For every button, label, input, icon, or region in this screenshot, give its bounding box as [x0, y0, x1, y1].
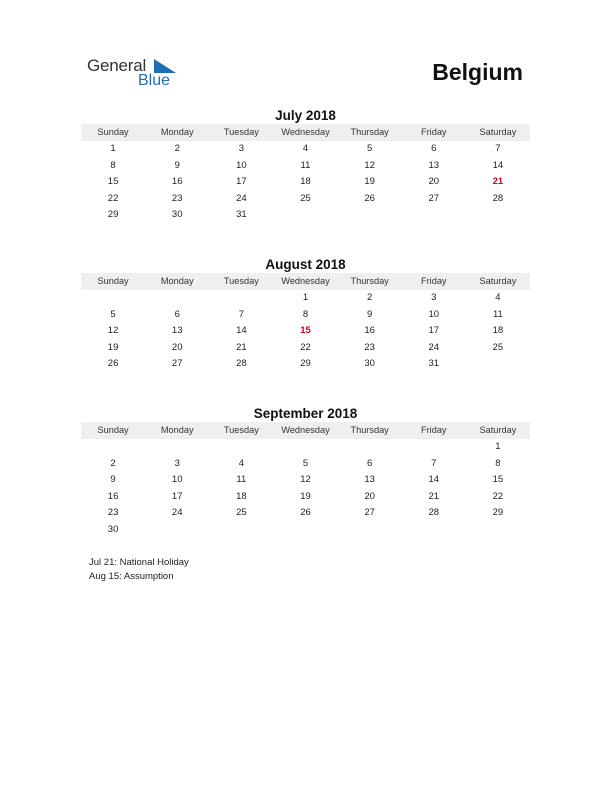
day-cell: 28 — [236, 358, 247, 370]
weekday-label: Sunday — [97, 276, 129, 286]
day-cell: 21 — [236, 341, 247, 353]
day-cell: 30 — [171, 209, 183, 221]
day-cell — [402, 522, 466, 539]
day-cell: 13 — [428, 159, 440, 171]
day-cell: 14 — [428, 474, 440, 486]
week-row — [81, 207, 530, 224]
weekday-label: Monday — [160, 276, 194, 286]
week-row — [81, 439, 530, 456]
day-cell: 29 — [107, 209, 119, 221]
day-cell — [273, 439, 337, 456]
weekday-label: Sunday — [97, 127, 129, 137]
day-cell: 12 — [300, 474, 311, 486]
holiday-day-cell: 15 — [300, 325, 311, 337]
week-row — [81, 323, 530, 340]
day-cell: 10 — [428, 308, 440, 320]
day-cell: 5 — [366, 143, 373, 154]
day-cell — [338, 207, 402, 224]
day-cell: 5 — [110, 308, 116, 320]
day-cell: 13 — [364, 474, 375, 486]
day-cell: 7 — [495, 143, 501, 154]
day-cell: 3 — [238, 143, 244, 154]
weekday-label: Monday — [160, 425, 194, 435]
week-row — [81, 340, 530, 357]
week-row — [81, 158, 530, 175]
day-cell: 19 — [300, 490, 311, 502]
week-row — [81, 290, 530, 307]
weekday-label: Friday — [421, 425, 447, 435]
day-cell — [466, 522, 530, 539]
day-cell: 9 — [174, 159, 180, 171]
day-cell: 14 — [236, 325, 247, 337]
day-cell: 26 — [300, 507, 311, 519]
day-cell: 15 — [107, 176, 119, 188]
weekday-label: Tuesday — [223, 276, 259, 286]
month-block — [81, 256, 530, 373]
week-row — [81, 505, 530, 522]
day-cell: 2 — [174, 143, 180, 154]
day-cell: 18 — [492, 325, 504, 337]
day-cell: 5 — [302, 457, 309, 469]
month-title: September 2018 — [253, 406, 358, 421]
day-cell: 24 — [236, 192, 247, 204]
day-cell: 16 — [364, 325, 375, 337]
day-cell: 11 — [236, 474, 247, 486]
day-cell: 4 — [495, 292, 501, 303]
day-cell: 27 — [364, 507, 375, 519]
day-cell: 25 — [492, 341, 504, 353]
day-cell: 19 — [364, 176, 375, 188]
day-cell — [402, 439, 466, 456]
day-cell: 8 — [302, 308, 309, 320]
day-cell — [338, 522, 402, 539]
day-cell — [81, 290, 145, 307]
day-cell: 26 — [364, 192, 375, 204]
week-row — [81, 174, 530, 191]
day-cell: 26 — [107, 358, 119, 370]
weekday-header-row — [81, 422, 530, 439]
day-cell: 16 — [171, 176, 183, 188]
month-title: July 2018 — [275, 108, 336, 123]
day-cell: 8 — [110, 159, 116, 171]
day-cell: 23 — [107, 507, 119, 519]
day-cell: 29 — [300, 358, 311, 370]
holiday-note: Jul 21: National Holiday — [89, 557, 189, 568]
day-cell: 13 — [171, 325, 183, 337]
day-cell — [402, 207, 466, 224]
day-cell: 2 — [110, 457, 116, 469]
weekday-header-row — [81, 273, 530, 290]
day-cell: 12 — [364, 159, 375, 171]
day-cell: 22 — [300, 341, 311, 353]
day-cell: 17 — [171, 490, 183, 502]
day-cell: 19 — [107, 341, 119, 353]
day-cell — [273, 522, 337, 539]
day-cell: 31 — [236, 209, 247, 221]
holiday-note: Aug 15: Assumption — [89, 571, 174, 582]
week-row — [81, 489, 530, 506]
country-title: Belgium — [432, 59, 523, 85]
holiday-notes — [89, 556, 189, 584]
day-cell: 20 — [428, 176, 440, 188]
weekday-label: Friday — [421, 276, 447, 286]
day-cell: 30 — [107, 523, 119, 535]
day-cell: 17 — [428, 325, 440, 337]
day-cell: 30 — [364, 358, 375, 370]
weekday-label: Thursday — [350, 127, 389, 137]
weekday-label: Saturday — [479, 425, 517, 435]
week-row — [81, 456, 530, 473]
week-row — [81, 356, 530, 373]
day-cell: 24 — [428, 341, 440, 353]
day-cell: 14 — [492, 159, 504, 171]
weekday-label: Wednesday — [281, 276, 330, 286]
day-cell: 6 — [366, 457, 373, 469]
day-cell: 20 — [171, 341, 183, 353]
day-cell: 21 — [428, 490, 440, 502]
day-cell: 6 — [174, 308, 180, 320]
weekday-label: Thursday — [350, 425, 389, 435]
day-cell: 25 — [236, 507, 247, 519]
weekday-label: Sunday — [97, 425, 129, 435]
weekday-label: Saturday — [479, 276, 517, 286]
day-cell: 22 — [107, 192, 119, 204]
week-row — [81, 522, 530, 539]
holiday-day-cell: 21 — [492, 176, 504, 188]
day-cell: 18 — [300, 176, 311, 188]
day-cell — [273, 207, 337, 224]
week-row — [81, 472, 530, 489]
weekday-label: Thursday — [350, 276, 389, 286]
day-cell: 9 — [366, 308, 373, 320]
day-cell — [81, 439, 145, 456]
day-cell: 23 — [364, 341, 375, 353]
day-cell — [145, 290, 209, 307]
day-cell — [145, 439, 209, 456]
day-cell: 9 — [110, 474, 116, 486]
day-cell: 31 — [428, 358, 440, 370]
day-cell: 24 — [171, 507, 183, 519]
day-cell — [209, 522, 273, 539]
weekday-label: Wednesday — [281, 425, 330, 435]
month-block — [81, 107, 530, 224]
day-cell: 6 — [431, 143, 437, 154]
weekday-label: Wednesday — [281, 127, 330, 137]
day-cell: 20 — [364, 490, 375, 502]
day-cell: 1 — [302, 292, 309, 303]
day-cell: 10 — [171, 474, 183, 486]
day-cell: 11 — [300, 159, 311, 171]
day-cell: 3 — [174, 457, 180, 469]
day-cell — [209, 290, 273, 307]
day-cell: 10 — [236, 159, 247, 171]
day-cell: 29 — [492, 507, 504, 519]
day-cell — [209, 439, 273, 456]
day-cell: 4 — [238, 457, 244, 469]
week-row — [81, 141, 530, 158]
day-cell: 25 — [300, 192, 311, 204]
day-cell: 23 — [171, 192, 183, 204]
day-cell — [466, 356, 530, 373]
day-cell: 15 — [492, 474, 504, 486]
logo-triangle-icon — [154, 59, 176, 73]
day-cell — [145, 522, 209, 539]
month-title: August 2018 — [265, 257, 346, 272]
day-cell: 2 — [366, 292, 373, 303]
day-cell: 11 — [492, 308, 503, 320]
weekday-header-row — [81, 124, 530, 141]
day-cell: 1 — [495, 441, 501, 452]
day-cell: 27 — [171, 358, 183, 370]
week-row — [81, 191, 530, 208]
day-cell: 1 — [110, 143, 116, 154]
day-cell: 16 — [107, 490, 119, 502]
day-cell: 28 — [428, 507, 440, 519]
day-cell: 22 — [492, 490, 504, 502]
week-row — [81, 307, 530, 324]
weekday-label: Monday — [160, 127, 194, 137]
logo-general-text: General — [87, 56, 147, 75]
weekday-label: Saturday — [479, 127, 517, 137]
day-cell: 17 — [236, 176, 247, 188]
day-cell: 18 — [236, 490, 247, 502]
day-cell: 28 — [492, 192, 504, 204]
weekday-label: Tuesday — [223, 127, 259, 137]
day-cell: 7 — [238, 308, 244, 320]
day-cell: 8 — [495, 457, 501, 469]
day-cell: 3 — [431, 292, 437, 303]
weekday-label: Friday — [421, 127, 447, 137]
day-cell — [466, 207, 530, 224]
logo — [87, 56, 187, 92]
day-cell — [338, 439, 402, 456]
month-block — [81, 405, 530, 539]
day-cell: 12 — [107, 325, 119, 337]
day-cell: 4 — [302, 143, 309, 154]
weekday-label: Tuesday — [223, 425, 259, 435]
day-cell: 7 — [431, 457, 437, 469]
day-cell: 27 — [428, 192, 440, 204]
logo-blue-text: Blue — [138, 72, 171, 89]
